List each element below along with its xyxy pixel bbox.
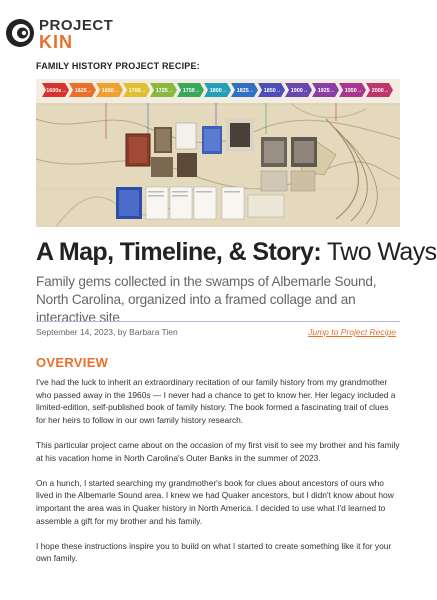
- article-title-suffix: Two Ways: [321, 238, 437, 266]
- category-kicker: FAMILY HISTORY PROJECT RECIPE:: [36, 61, 200, 71]
- jump-to-recipe-link[interactable]: Jump to Project Recipe: [308, 327, 396, 337]
- body-paragraph: This particular project came about on the occasion of my first visit to see my brother and his family at his vacation home in North Carolina's Outer Banks in the summer of 2023.: [36, 439, 400, 463]
- timeline-label: 1825→: [236, 88, 255, 95]
- article-title-main: A Map, Timeline, & Story:: [36, 238, 322, 266]
- body-paragraph: I hope these instructions inspire you to build on what I started to create something like it for your own family.: [36, 540, 392, 564]
- timeline-label: 1800→: [209, 88, 228, 95]
- byline: September 14, 2023, by Barbara Tien: [36, 327, 178, 337]
- timeline-label: 1950→: [344, 88, 363, 95]
- hero-image: [36, 79, 400, 227]
- timeline-label: 1700→: [128, 88, 147, 95]
- timeline-label: 1600s→: [46, 88, 67, 95]
- overview-heading: OVERVIEW: [36, 355, 109, 370]
- project-kin-logo-icon[interactable]: [5, 18, 35, 48]
- timeline-label: 1650→: [101, 88, 120, 95]
- byline-row: [36, 321, 400, 343]
- timeline-label: 2000→: [371, 88, 390, 95]
- logo-text-kin[interactable]: KIN: [39, 32, 73, 52]
- logo-text-project[interactable]: PROJECT: [39, 17, 114, 34]
- map-collage-illustration: [36, 79, 400, 227]
- timeline-label: 1625→: [74, 88, 93, 95]
- article-subtitle: Family gems collected in the swamps of Albemarle Sound, North Carolina, organized into a framed collage and an interactive site: [36, 274, 377, 325]
- article-title: [36, 237, 437, 267]
- body-paragraph: On a hunch, I started searching my grandmother's book for clues about ancestors of ours who lived in the Albemarle Sound area. I knew we had Quaker ancestors, but I didn't know about how important the area was in Quaker history in North America. I decided to use what I'd learned to assemble a gift for my brother and his family.: [36, 477, 394, 526]
- timeline-label: 1725→: [155, 88, 174, 95]
- site-header: [0, 0, 400, 58]
- body-paragraph: I've had the luck to inherit an extraordinary recitation of our family history from my grandmother who passed away in the 1960s — I never had a chance to get to know her. Her legacy included a limited-edition, self-published book of family history. The book formed a fascinating trail of clues for her heirs to follow in our own family history research.: [36, 377, 396, 425]
- timeline-label: 1750→: [182, 88, 201, 95]
- article-body: [36, 376, 400, 578]
- timeline-label: 1925→: [317, 88, 336, 95]
- timeline-label: 1850→: [263, 88, 282, 95]
- timeline-label: 1900→: [290, 88, 309, 95]
